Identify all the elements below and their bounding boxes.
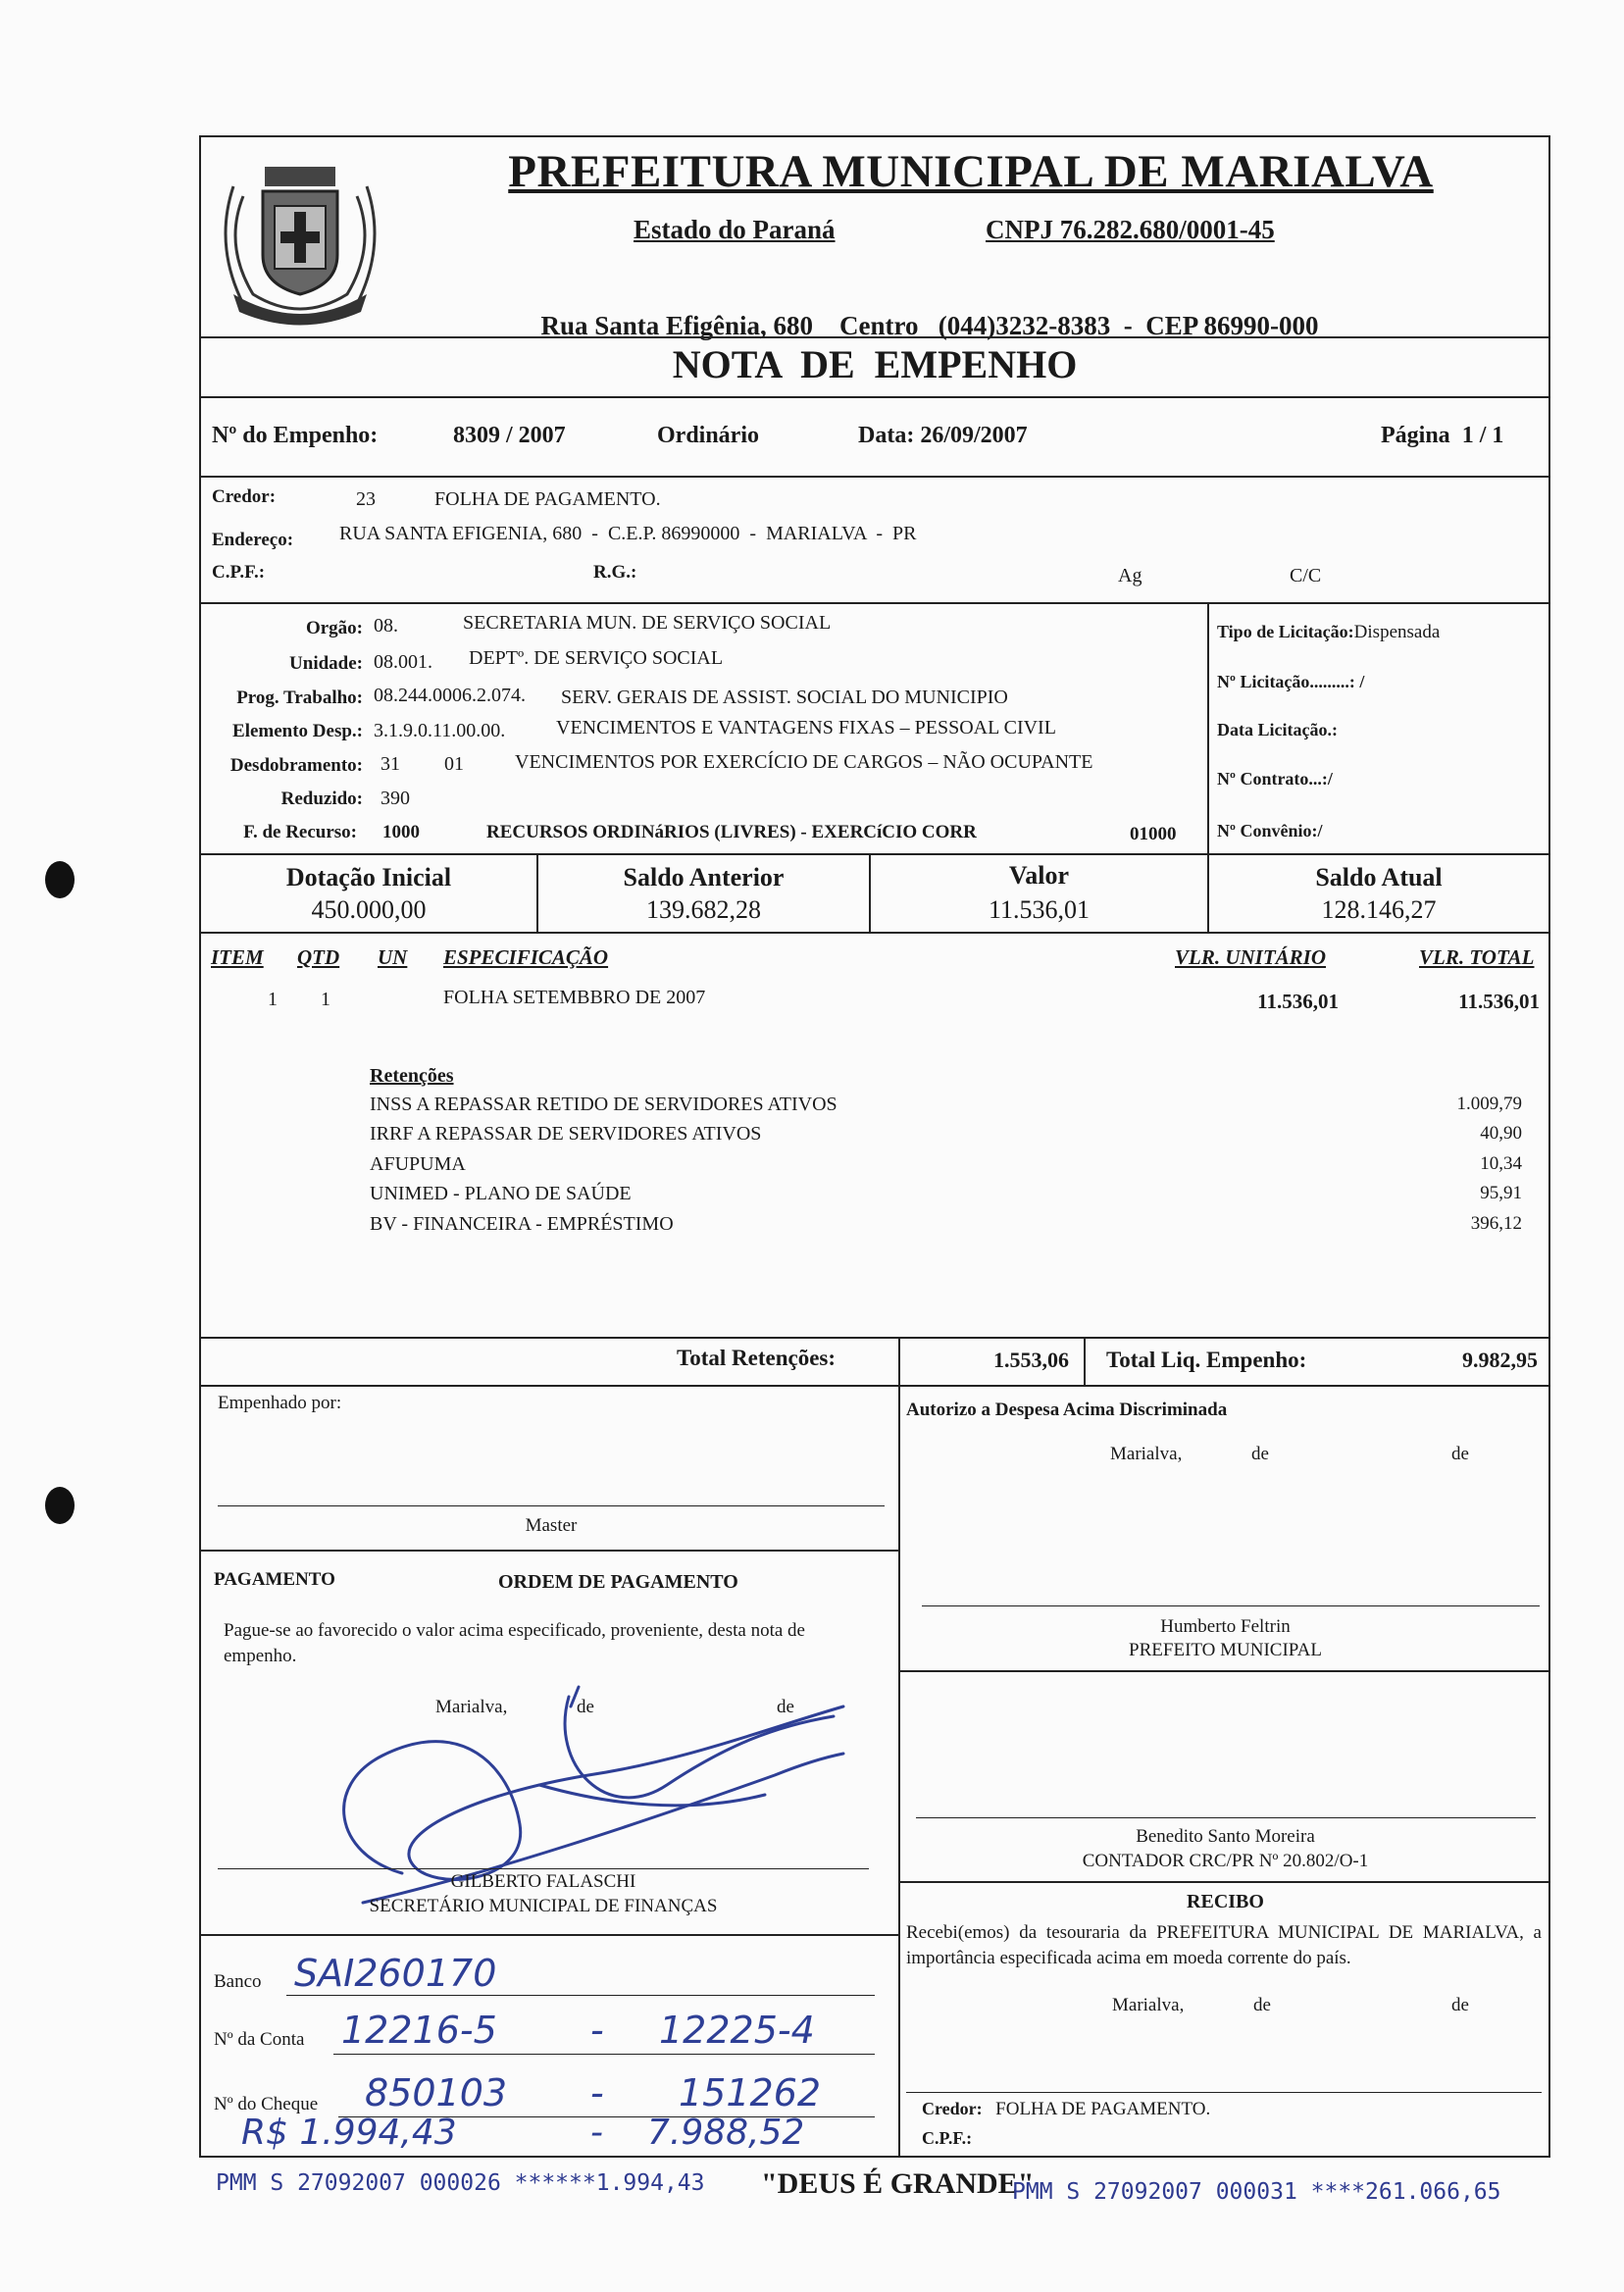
endereco-value: RUA SANTA EFIGENIA, 680 - C.E.P. 86990000 - MARIALVA - PR: [339, 523, 917, 544]
orgao-code: 08.: [374, 615, 398, 637]
empenhado-label: Empenhado por:: [218, 1393, 342, 1413]
prog-trabalho-code: 08.244.0006.2.074.: [374, 685, 526, 706]
unidade-desc: DEPTº. DE SERVIÇO SOCIAL: [469, 647, 724, 669]
tipo-licitacao-label: Tipo de Licitação:: [1217, 622, 1354, 641]
cheque-handwritten-1: 850103: [365, 2071, 508, 2114]
valor-label: Valor: [1008, 861, 1070, 890]
retencao-desc: BV - FINANCEIRA - EMPRÉSTIMO: [370, 1213, 674, 1235]
cpf-label: C.P.F.:: [212, 562, 266, 583]
recurso-code: 1000: [382, 822, 420, 842]
pagamento-label: PAGAMENTO: [214, 1569, 335, 1590]
retencao-value: 95,91: [1480, 1183, 1522, 1203]
recibo-credor-label: Credor:: [922, 2099, 983, 2118]
ordem-marialva: Marialva,: [435, 1697, 508, 1717]
cep: CEP 86990-000: [1145, 311, 1319, 340]
retencao-value: 1.009,79: [1456, 1094, 1522, 1114]
cnpj-label: CNPJ 76.282.680/0001-45: [986, 215, 1275, 244]
retencoes-title: Retenções: [370, 1065, 454, 1087]
conta-handwritten-2: 12225-4: [659, 2009, 815, 2052]
row-spec: FOLHA SETEMBBRO DE 2007: [443, 987, 706, 1008]
desdobramento-desc: VENCIMENTOS POR EXERCÍCIO DE CARGOS – NÃO OCUPANTE: [515, 751, 1093, 773]
numero-licitacao: Nº Licitação.........: /: [1217, 672, 1365, 691]
valor-dash: -: [590, 2113, 603, 2153]
ag-label: Ag: [1118, 565, 1142, 586]
credor-label: Credor:: [212, 486, 277, 507]
cc-label: C/C: [1290, 565, 1322, 586]
autorizo-marialva: Marialva,: [1110, 1444, 1183, 1464]
row-unit-value: 11.536,01: [1257, 990, 1339, 1013]
unidade-label: Unidade:: [289, 653, 363, 674]
recibo-credor: [922, 2099, 1210, 2120]
ordem-pagamento-label: ORDEM DE PAGAMENTO: [498, 1571, 738, 1593]
phone: (044)3232-8383: [938, 311, 1111, 340]
row-total-value: 11.536,01: [1458, 990, 1540, 1013]
desdobramento-sub: 01: [444, 753, 464, 775]
total-liquido-label: Total Liq. Empenho:: [1106, 1348, 1307, 1372]
page-number: [1381, 423, 1503, 449]
valor-handwritten-2: 7.988,52: [647, 2113, 805, 2153]
row-qtd: 1: [321, 989, 330, 1010]
reduzido-label: Reduzido:: [280, 789, 363, 809]
prefeito-name: Humberto Feltrin: [1160, 1616, 1291, 1637]
retencao-value: 396,12: [1470, 1213, 1522, 1234]
col-qtd: QTD: [297, 945, 340, 969]
banco-label: Banco: [214, 1971, 262, 1992]
orgao-desc: SECRETARIA MUN. DE SERVIÇO SOCIAL: [463, 612, 832, 634]
col-vlr-unitario: VLR. UNITÁRIO: [1175, 945, 1327, 969]
bank-stamp-2: PMM S 27092007 000031 ****261.066,65: [1012, 2179, 1501, 2205]
dotacao-inicial-label: Dotação Inicial: [285, 863, 452, 891]
date-field: [858, 423, 1028, 449]
empenho-number: 8309 / 2007: [453, 423, 566, 448]
cheque-handwritten-2: 151262: [679, 2071, 822, 2114]
total-retencoes-value: 1.553,06: [993, 1348, 1069, 1372]
retencao-value: 40,90: [1480, 1123, 1522, 1144]
unidade-code: 08.001.: [374, 651, 432, 673]
recibo-marialva: Marialva,: [1112, 1995, 1185, 2015]
elemento-code: 3.1.9.0.11.00.00.: [374, 720, 506, 741]
numero-convenio: Nº Convênio:/: [1217, 821, 1323, 840]
col-especificacao: ESPECIFICAÇÃO: [443, 945, 609, 969]
prog-trabalho-label: Prog. Trabalho:: [236, 688, 363, 708]
recurso-number: 01000: [1130, 824, 1177, 844]
retencao-desc: UNIMED - PLANO DE SAÚDE: [370, 1183, 632, 1204]
retencao-value: 10,34: [1480, 1153, 1522, 1174]
dotacao-inicial-value: 450.000,00: [311, 895, 427, 924]
col-vlr-total: VLR. TOTAL: [1419, 945, 1535, 969]
tipo-licitacao: [1217, 622, 1440, 643]
banco-handwritten: SAI260170: [294, 1952, 497, 1995]
contador-role: CONTADOR CRC/PR Nº 20.802/O-1: [1082, 1851, 1369, 1871]
recibo-cpf-label: C.P.F.:: [922, 2128, 973, 2148]
autorizo-de1: de: [1251, 1444, 1269, 1464]
secretario-name: GILBERTO FALASCHI: [450, 1871, 636, 1892]
cheque-label: Nº do Cheque: [214, 2094, 319, 2114]
conta-dash: -: [590, 2009, 604, 2052]
ordem-de1: de: [577, 1697, 594, 1717]
recibo-text: Recebi(emos) da tesouraria da PREFEITURA MUNICIPAL DE MARIALVA, a importância especificada acima em moeda corrente do país.: [906, 1922, 1542, 1968]
row-item: 1: [268, 989, 278, 1010]
page-label: Página: [1381, 423, 1450, 448]
recibo-de1: de: [1253, 1995, 1271, 2015]
master-label: Master: [525, 1515, 578, 1536]
street-address: [528, 280, 1319, 341]
bank-stamp-1: PMM S 27092007 000026 ******1.994,43: [216, 2170, 705, 2196]
street: Rua Santa Efigênia, 680: [540, 311, 814, 340]
recibo-title: RECIBO: [1187, 1891, 1264, 1912]
elemento-desc: VENCIMENTOS E VANTAGENS FIXAS – PESSOAL CIVIL: [556, 717, 1056, 739]
desdobramento-label: Desdobramento:: [229, 755, 363, 776]
autorizo-label: Autorizo a Despesa Acima Discriminada: [906, 1400, 1228, 1420]
page-value: 1 / 1: [1461, 423, 1504, 448]
secretario-role: SECRETÁRIO MUNICIPAL DE FINANÇAS: [369, 1896, 718, 1916]
recurso-label: F. de Recurso:: [243, 822, 357, 842]
saldo-anterior-value: 139.682,28: [646, 895, 761, 924]
tipo-licitacao-value: Dispensada: [1353, 622, 1441, 642]
reduzido-code: 390: [381, 788, 410, 809]
cheque-dash: -: [590, 2071, 604, 2114]
total-liquido-value: 9.982,95: [1462, 1348, 1538, 1372]
motto: "DEUS É GRANDE": [761, 2167, 1035, 2200]
orgao-label: Orgão:: [305, 618, 363, 638]
retencao-desc: AFUPUMA: [370, 1153, 466, 1175]
autorizo-de2: de: [1451, 1444, 1469, 1464]
valor-value: 11.536,01: [988, 895, 1091, 924]
conta-handwritten-1: 12216-5: [341, 2009, 497, 2052]
conta-label: Nº da Conta: [214, 2029, 305, 2050]
recibo-de2: de: [1451, 1995, 1469, 2015]
total-retencoes-label: Total Retenções:: [677, 1346, 837, 1370]
desdobramento-code: 31: [381, 753, 400, 775]
prog-trabalho-desc: SERV. GERAIS DE ASSIST. SOCIAL DO MUNICIPIO: [561, 687, 1008, 708]
ordem-de2: de: [777, 1697, 794, 1717]
recurso-desc: RECURSOS ORDINáRIOS (LIVRES) - EXERCíCIO CORR: [486, 822, 977, 842]
state-label: Estado do Paraná: [634, 215, 836, 244]
elemento-label: Elemento Desp.:: [232, 721, 363, 741]
date-label: Data:: [858, 423, 915, 448]
coat-of-arms-logo: [204, 137, 396, 330]
endereco-label: Endereço:: [212, 530, 294, 550]
punch-hole: [45, 1487, 75, 1524]
col-un: UN: [378, 945, 408, 969]
empenho-type: Ordinário: [657, 423, 760, 448]
pague-text: Pague-se ao favorecido o valor acima especificado, proveniente, desta nota de empenho.: [224, 1620, 805, 1666]
separator: -: [1123, 311, 1133, 340]
empenho-label: Nº do Empenho:: [212, 423, 379, 448]
date-value: 26/09/2007: [920, 423, 1028, 448]
saldo-anterior-label: Saldo Anterior: [623, 863, 785, 891]
contador-name: Benedito Santo Moreira: [1136, 1826, 1315, 1847]
credor-name: FOLHA DE PAGAMENTO.: [434, 488, 661, 510]
saldo-atual-value: 128.146,27: [1321, 895, 1437, 924]
district: Centro: [839, 311, 919, 340]
col-item: ITEM: [211, 945, 264, 969]
valor-handwritten-1: R$ 1.994,43: [241, 2113, 457, 2153]
punch-hole: [45, 861, 75, 898]
retencao-desc: IRRF A REPASSAR DE SERVIDORES ATIVOS: [370, 1123, 762, 1145]
retencao-desc: INSS A REPASSAR RETIDO DE SERVIDORES ATIVOS: [370, 1094, 837, 1115]
rg-label: R.G.:: [593, 562, 637, 583]
recibo-credor-value: FOLHA DE PAGAMENTO.: [995, 2099, 1211, 2119]
municipality-title: PREFEITURA MUNICIPAL DE MARIALVA: [508, 146, 1434, 197]
document-title: NOTA DE EMPENHO: [672, 342, 1078, 386]
saldo-atual-label: Saldo Atual: [1315, 863, 1443, 891]
numero-contrato: Nº Contrato...:/: [1217, 769, 1333, 789]
credor-code: 23: [356, 488, 376, 510]
data-licitacao: Data Licitação.:: [1217, 720, 1338, 739]
prefeito-role: PREFEITO MUNICIPAL: [1129, 1640, 1322, 1660]
